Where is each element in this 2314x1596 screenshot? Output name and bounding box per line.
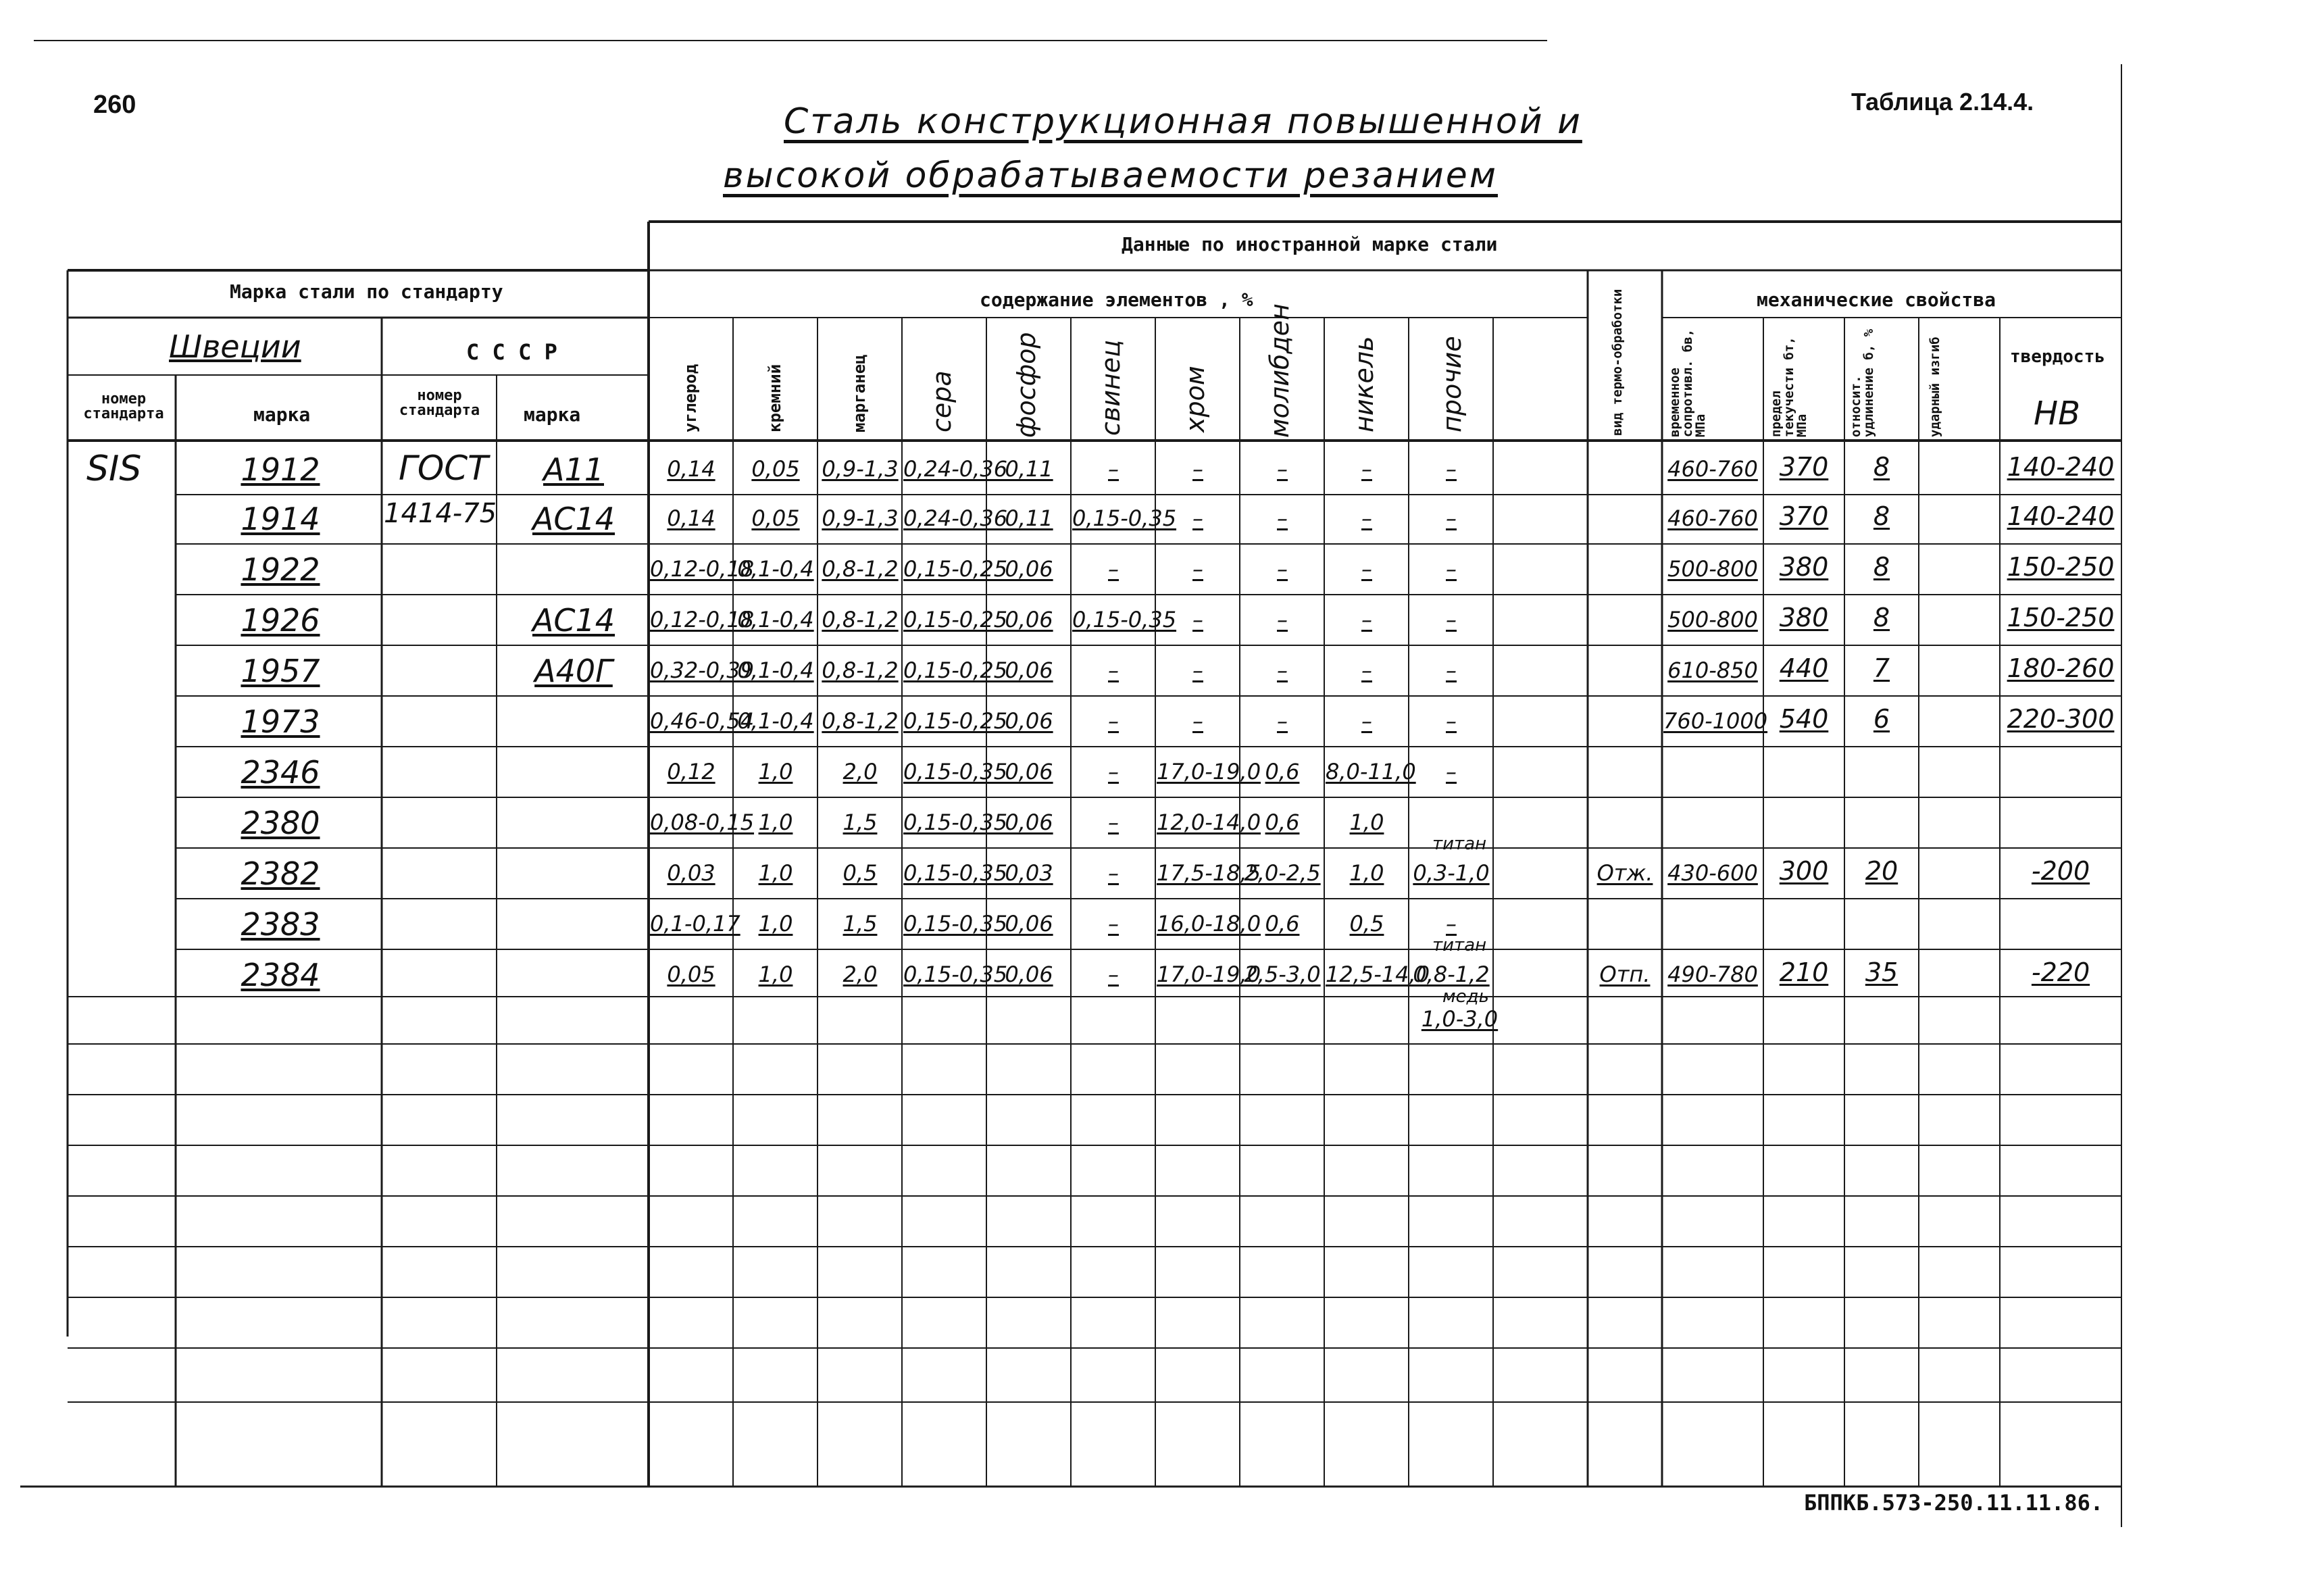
sulfur-cell: 0,24-0,36 xyxy=(903,456,1008,482)
carbon-cell: 0,05 xyxy=(667,962,715,987)
hardness-cell: 140-240 xyxy=(2007,501,2115,531)
carbon-cell: 0,14 xyxy=(667,505,715,531)
chromium-cell: 16,0-18,0 xyxy=(1157,911,1261,937)
header-standard-number-ussr: номер стандарта xyxy=(399,387,480,419)
chromium-cell: 17,5-18,5 xyxy=(1157,860,1261,886)
elongation-cell: 8 xyxy=(1873,452,1890,482)
header-mechanical-properties: механические свойства xyxy=(1757,289,1996,311)
phosphorus-cell: 0,03 xyxy=(1005,860,1053,886)
silicon-cell: 1,0 xyxy=(758,911,793,937)
nickel-cell: – xyxy=(1361,456,1372,482)
hardness-cell: -220 xyxy=(2031,957,2090,987)
header-elongation: относит. удлинение б, % xyxy=(1848,328,1876,437)
sulfur-cell: 0,15-0,35 xyxy=(903,860,1008,886)
lead-cell: – xyxy=(1108,556,1119,582)
swedish-standard: SIS xyxy=(86,449,142,489)
nickel-cell: 8,0-11,0 xyxy=(1326,759,1416,784)
lead-cell: – xyxy=(1108,759,1119,784)
carbon-cell: 0,03 xyxy=(667,860,715,886)
molybdenum-cell: – xyxy=(1277,556,1288,582)
title-line-2: высокой обрабатываемости резанием xyxy=(723,155,1498,196)
header-sweden: Швеции xyxy=(169,328,301,365)
tensile-strength-cell: 500-800 xyxy=(1667,556,1758,582)
note-titan-2: титан xyxy=(1432,935,1487,955)
sulfur-cell: 0,15-0,25 xyxy=(903,556,1008,582)
ussr-standard-line1: ГОСТ xyxy=(399,449,488,488)
silicon-cell: 0,1-0,4 xyxy=(737,556,814,582)
yield-strength-cell: 540 xyxy=(1779,704,1829,734)
silicon-cell: 1,0 xyxy=(758,809,793,835)
carbon-cell: 0,46-0,54 xyxy=(650,708,755,734)
header-chromium: хром xyxy=(1180,366,1210,432)
nickel-cell: – xyxy=(1361,505,1372,531)
hardness-cell: 150-250 xyxy=(2007,552,2115,582)
elongation-cell: 35 xyxy=(1865,957,1898,987)
ussr-grade-cell: А11 xyxy=(543,451,604,488)
sulfur-cell: 0,15-0,35 xyxy=(903,809,1008,835)
other-cell: – xyxy=(1446,556,1457,582)
yield-strength-cell: 440 xyxy=(1779,653,1829,683)
silicon-cell: 0,05 xyxy=(751,456,800,482)
lead-cell: – xyxy=(1108,962,1119,987)
manganese-cell: 0,8-1,2 xyxy=(822,607,899,632)
manganese-cell: 0,5 xyxy=(842,860,878,886)
header-lead: свинец xyxy=(1096,339,1126,436)
header-ussr: С С С Р xyxy=(466,339,557,365)
elongation-cell: 8 xyxy=(1873,603,1890,632)
manganese-cell: 0,8-1,2 xyxy=(822,556,899,582)
ussr-grade-cell: АС14 xyxy=(532,602,615,639)
grade-cell: 2382 xyxy=(241,855,320,892)
carbon-cell: 0,12-0,18 xyxy=(650,556,755,582)
nickel-cell: – xyxy=(1361,708,1372,734)
nickel-cell: – xyxy=(1361,607,1372,632)
lead-cell: – xyxy=(1108,911,1119,937)
yield-strength-cell: 300 xyxy=(1779,856,1829,886)
chromium-cell: – xyxy=(1192,456,1203,482)
header-grade-ussr: марка xyxy=(524,403,581,426)
hardness-cell: -200 xyxy=(2031,856,2090,886)
lead-cell: – xyxy=(1108,657,1119,683)
header-yield-strength: предел текучести бт, МПа xyxy=(1769,336,1809,437)
nickel-cell: 0,5 xyxy=(1349,911,1384,937)
manganese-cell: 1,5 xyxy=(842,809,878,835)
silicon-cell: 0,1-0,4 xyxy=(737,607,814,632)
phosphorus-cell: 0,06 xyxy=(1005,911,1053,937)
chromium-cell: – xyxy=(1192,556,1203,582)
header-element-content: содержание элементов , % xyxy=(980,289,1253,311)
hardness-cell: 140-240 xyxy=(2007,452,2115,482)
carbon-cell: 0,12 xyxy=(667,759,715,784)
nickel-cell: – xyxy=(1361,657,1372,683)
carbon-cell: 0,14 xyxy=(667,456,715,482)
grade-cell: 2384 xyxy=(241,957,320,993)
header-foreign-data: Данные по иностранной марке стали xyxy=(1122,233,1498,255)
phosphorus-cell: 0,11 xyxy=(1005,505,1053,531)
sulfur-cell: 0,24-0,36 xyxy=(903,505,1008,531)
sulfur-cell: 0,15-0,35 xyxy=(903,911,1008,937)
silicon-cell: 0,1-0,4 xyxy=(737,657,814,683)
lead-cell: – xyxy=(1108,860,1119,886)
title-line-1: Сталь конструкционная повышенной и xyxy=(784,101,1582,142)
nickel-cell: 1,0 xyxy=(1349,809,1384,835)
silicon-cell: 1,0 xyxy=(758,759,793,784)
header-grade-by-standard: Марка стали по стандарту xyxy=(230,280,503,303)
chromium-cell: – xyxy=(1192,657,1203,683)
heat-treatment-cell: Отж. xyxy=(1596,860,1653,886)
grade-cell: 1926 xyxy=(241,602,320,639)
other-cell: – xyxy=(1446,759,1457,784)
carbon-cell: 0,1-0,17 xyxy=(650,911,740,937)
phosphorus-cell: 0,06 xyxy=(1005,607,1053,632)
tensile-strength-cell: 460-760 xyxy=(1667,456,1758,482)
chromium-cell: 12,0-14,0 xyxy=(1157,809,1261,835)
molybdenum-cell: 2,5-3,0 xyxy=(1244,962,1321,987)
other-cell: – xyxy=(1446,911,1457,937)
tensile-strength-cell: 760-1000 xyxy=(1663,708,1768,734)
lead-cell: 0,15-0,35 xyxy=(1072,607,1177,632)
manganese-cell: 1,5 xyxy=(842,911,878,937)
chromium-cell: 17,0-19,0 xyxy=(1157,962,1261,987)
yield-strength-cell: 380 xyxy=(1779,552,1829,582)
sulfur-cell: 0,15-0,25 xyxy=(903,657,1008,683)
header-hardness: твердость xyxy=(2010,347,2105,367)
manganese-cell: 0,9-1,3 xyxy=(822,505,899,531)
other-cell: – xyxy=(1446,456,1457,482)
ussr-grade-cell: А40Г xyxy=(534,653,613,689)
phosphorus-cell: 0,11 xyxy=(1005,456,1053,482)
yield-strength-cell: 380 xyxy=(1779,603,1829,632)
yield-strength-cell: 210 xyxy=(1779,957,1829,987)
molybdenum-cell: – xyxy=(1277,708,1288,734)
elongation-cell: 20 xyxy=(1865,856,1898,886)
grade-cell: 2380 xyxy=(241,805,320,841)
grade-cell: 2383 xyxy=(241,906,320,943)
elongation-cell: 8 xyxy=(1873,501,1890,531)
lead-cell: 0,15-0,35 xyxy=(1072,505,1177,531)
molybdenum-cell: 0,6 xyxy=(1265,911,1300,937)
lead-cell: – xyxy=(1108,708,1119,734)
elongation-cell: 7 xyxy=(1873,653,1890,683)
note-copper-label: медь xyxy=(1442,987,1489,1007)
molybdenum-cell: – xyxy=(1277,607,1288,632)
header-other: прочие xyxy=(1437,336,1467,432)
nickel-cell: 12,5-14,0 xyxy=(1326,962,1430,987)
phosphorus-cell: 0,06 xyxy=(1005,708,1053,734)
elongation-cell: 6 xyxy=(1873,704,1890,734)
grade-cell: 2346 xyxy=(241,754,320,791)
lead-cell: – xyxy=(1108,809,1119,835)
hardness-cell: 220-300 xyxy=(2007,704,2115,734)
header-nickel: никель xyxy=(1349,336,1379,432)
header-standard-number-sweden: номер стандарта xyxy=(83,391,164,422)
elongation-cell: 8 xyxy=(1873,552,1890,582)
header-tensile-strength: временное сопротивл. бв, МПа xyxy=(1667,328,1708,437)
heat-treatment-cell: Отп. xyxy=(1599,962,1651,987)
molybdenum-cell: 2,0-2,5 xyxy=(1244,860,1321,886)
note-copper-value: 1,0-3,0 xyxy=(1421,1006,1499,1032)
header-carbon: углерод xyxy=(681,364,700,432)
header-phosphorus: фосфор xyxy=(1011,332,1041,438)
header-sulfur: сера xyxy=(927,370,957,432)
table-label: Таблица 2.14.4. xyxy=(1851,88,2034,116)
silicon-cell: 0,1-0,4 xyxy=(737,708,814,734)
other-cell: 0,3-1,0 xyxy=(1413,860,1490,886)
sulfur-cell: 0,15-0,35 xyxy=(903,962,1008,987)
manganese-cell: 0,8-1,2 xyxy=(822,708,899,734)
chromium-cell: – xyxy=(1192,607,1203,632)
ussr-standard-line2: 1414-75 xyxy=(384,498,497,529)
manganese-cell: 0,8-1,2 xyxy=(822,657,899,683)
other-cell: – xyxy=(1446,607,1457,632)
manganese-cell: 0,9-1,3 xyxy=(822,456,899,482)
carbon-cell: 0,32-0,39 xyxy=(650,657,755,683)
yield-strength-cell: 370 xyxy=(1779,452,1829,482)
other-cell: 0,8-1,2 xyxy=(1413,962,1490,987)
lead-cell: – xyxy=(1108,456,1119,482)
grade-cell: 1912 xyxy=(241,451,320,488)
grade-cell: 1914 xyxy=(241,501,320,537)
silicon-cell: 0,05 xyxy=(751,505,800,531)
carbon-cell: 0,08-0,15 xyxy=(650,809,755,835)
tensile-strength-cell: 490-780 xyxy=(1667,962,1758,987)
molybdenum-cell: – xyxy=(1277,505,1288,531)
note-titan-1: титан xyxy=(1432,834,1487,854)
header-hardness-unit: НВ xyxy=(2034,395,2081,432)
page-number: 260 xyxy=(93,91,136,119)
tensile-strength-cell: 460-760 xyxy=(1667,505,1758,531)
chromium-cell: – xyxy=(1192,708,1203,734)
header-heat-treatment: вид термо-обработки xyxy=(1610,289,1625,436)
phosphorus-cell: 0,06 xyxy=(1005,759,1053,784)
silicon-cell: 1,0 xyxy=(758,860,793,886)
molybdenum-cell: 0,6 xyxy=(1265,809,1300,835)
header-molybdenum: молибден xyxy=(1265,303,1294,438)
tensile-strength-cell: 430-600 xyxy=(1667,860,1758,886)
hardness-cell: 180-260 xyxy=(2007,653,2115,683)
tensile-strength-cell: 610-850 xyxy=(1667,657,1758,683)
other-cell: – xyxy=(1446,708,1457,734)
molybdenum-cell: – xyxy=(1277,456,1288,482)
molybdenum-cell: 0,6 xyxy=(1265,759,1300,784)
nickel-cell: 1,0 xyxy=(1349,860,1384,886)
chromium-cell: 17,0-19,0 xyxy=(1157,759,1261,784)
carbon-cell: 0,12-0,18 xyxy=(650,607,755,632)
sulfur-cell: 0,15-0,25 xyxy=(903,607,1008,632)
hardness-cell: 150-250 xyxy=(2007,603,2115,632)
molybdenum-cell: – xyxy=(1277,657,1288,683)
nickel-cell: – xyxy=(1361,556,1372,582)
silicon-cell: 1,0 xyxy=(758,962,793,987)
grade-cell: 1957 xyxy=(241,653,320,689)
other-cell: – xyxy=(1446,505,1457,531)
header-manganese: марганец xyxy=(850,354,869,432)
header-impact: ударный изгиб xyxy=(1928,336,1942,437)
tensile-strength-cell: 500-800 xyxy=(1667,607,1758,632)
grade-cell: 1922 xyxy=(241,551,320,588)
grade-cell: 1973 xyxy=(241,703,320,740)
chromium-cell: – xyxy=(1192,505,1203,531)
other-cell: – xyxy=(1446,657,1457,683)
manganese-cell: 2,0 xyxy=(842,962,878,987)
sulfur-cell: 0,15-0,25 xyxy=(903,708,1008,734)
manganese-cell: 2,0 xyxy=(842,759,878,784)
header-grade-sweden: марка xyxy=(253,403,311,426)
sulfur-cell: 0,15-0,35 xyxy=(903,759,1008,784)
phosphorus-cell: 0,06 xyxy=(1005,657,1053,683)
phosphorus-cell: 0,06 xyxy=(1005,809,1053,835)
phosphorus-cell: 0,06 xyxy=(1005,556,1053,582)
header-silicon: кремний xyxy=(765,364,784,432)
phosphorus-cell: 0,06 xyxy=(1005,962,1053,987)
footer-code: БППКБ.573-250.11.11.86. xyxy=(1804,1490,2104,1516)
yield-strength-cell: 370 xyxy=(1779,501,1829,531)
ussr-grade-cell: АС14 xyxy=(532,501,615,537)
